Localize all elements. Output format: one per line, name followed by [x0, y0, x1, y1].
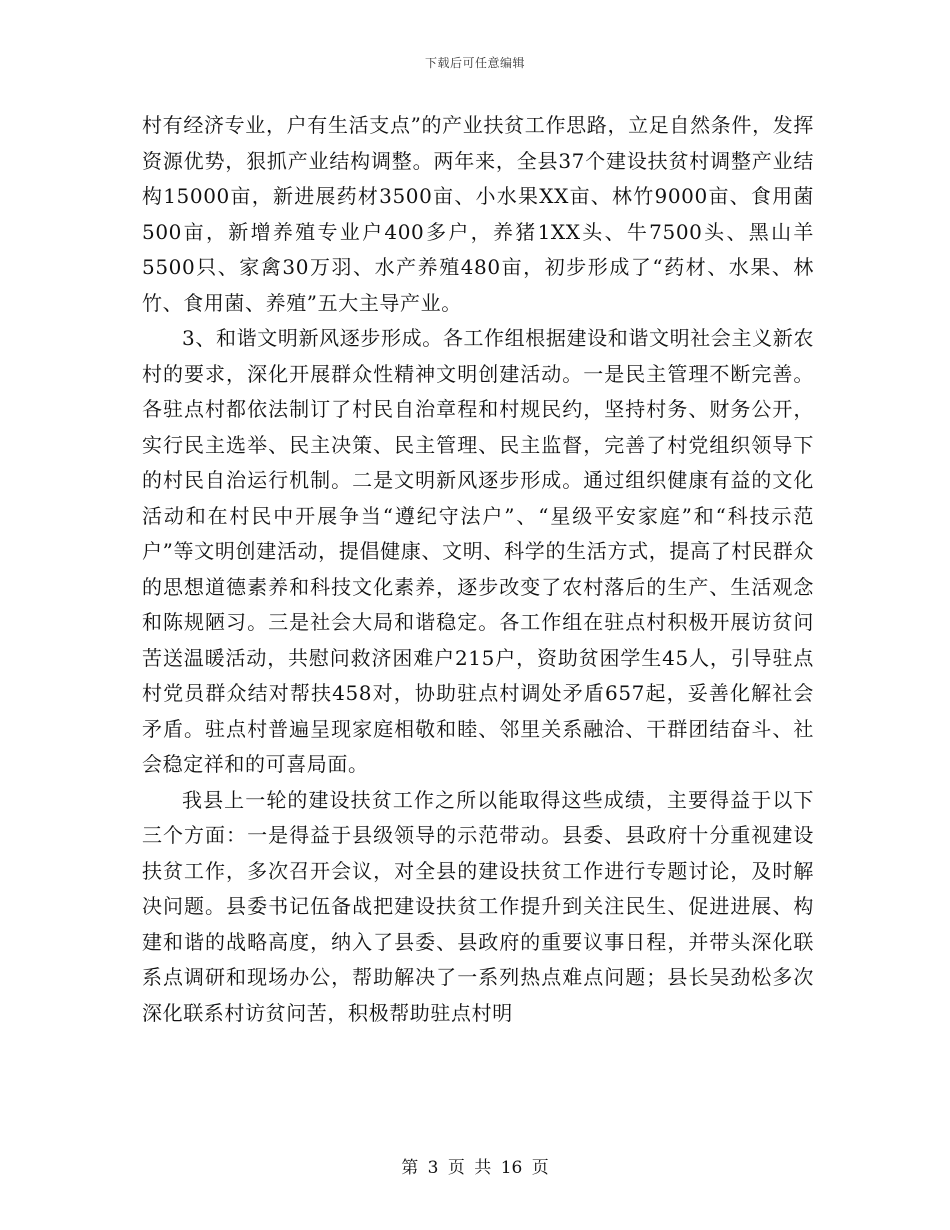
paragraph-3: 我县上一轮的建设扶贫工作之所以能取得这些成绩，主要得益于以下三个方面：一是得益于县级领导的示范带动。县委、县政府十分重视建设扶贫工作，多次召开会议，对全县的建设扶贫工作进行专题讨论，及时解决问题。县委书记伍备战把建设扶贫工作提升到关注民生、促进进展、构建和谐的战略高度，纳入了县委、县政府的重要议事日程，并带头深化联系点调研和现场办公，帮助解决了一系列热点难点问题；县长吴劲松多次深化联系村访贫问苦，积极帮助驻点村明: [142, 787, 814, 1025]
header-note: 下载后可任意编辑: [424, 56, 525, 70]
page-number-footer: 第 3 页 共 16 页: [401, 1158, 549, 1178]
paragraph-2: 3、和谐文明新风逐步形成。各工作组根据建设和谐文明社会主义新农村的要求，深化开展群众性精神文明创建活动。一是民主管理不断完善。各驻点村都依法制订了村民自治章程和村规民约，坚持村务、财务公开，实行民主选举、民主决策、民主管理、民主监督，完善了村党组织领导下的村民自治运行机制。二是文明新风逐步形成。通过组织健康有益的文化活动和在村民中开展争当“遵纪守法户”、“星级平安家庭”和“科技示范户”等文明创建活动，提倡健康、文明、科学的生活方式，提高了村民群众的思想道德素养和科技文化素养，逐步改变了农村落后的生产、生活观念和陈规陋习。三是社会大局和谐稳定。各工作组在驻点村积极开展访贫问苦送温暖活动，共慰问救济困难户215户，资助贫困学生45人，引导驻点村党员群众结对帮扶458对，协助驻点村调处矛盾657起，妥善化解社会矛盾。驻点村普遍呈现家庭相敬和睦、邻里关系融洽、干群团结奋斗、社会稳定祥和的可喜局面。: [142, 326, 814, 776]
paragraph-1: 村有经济专业，户有生活支点”的产业扶贫工作思路，立足自然条件，发挥资源优势，狠抓产业结构调整。两年来，全县37个建设扶贫村调整产业结构15000亩，新进展药材3500亩、小水果XX亩、林竹9000亩、食用菌500亩，新增养殖专业户400多户，养猪1XX头、牛7500头、黑山羊5500只、家禽30万羽、水产养殖480亩，初步形成了“药材、水果、林竹、食用菌、养殖”五大主导产业。: [142, 113, 814, 315]
body-text: [142, 108, 814, 1031]
